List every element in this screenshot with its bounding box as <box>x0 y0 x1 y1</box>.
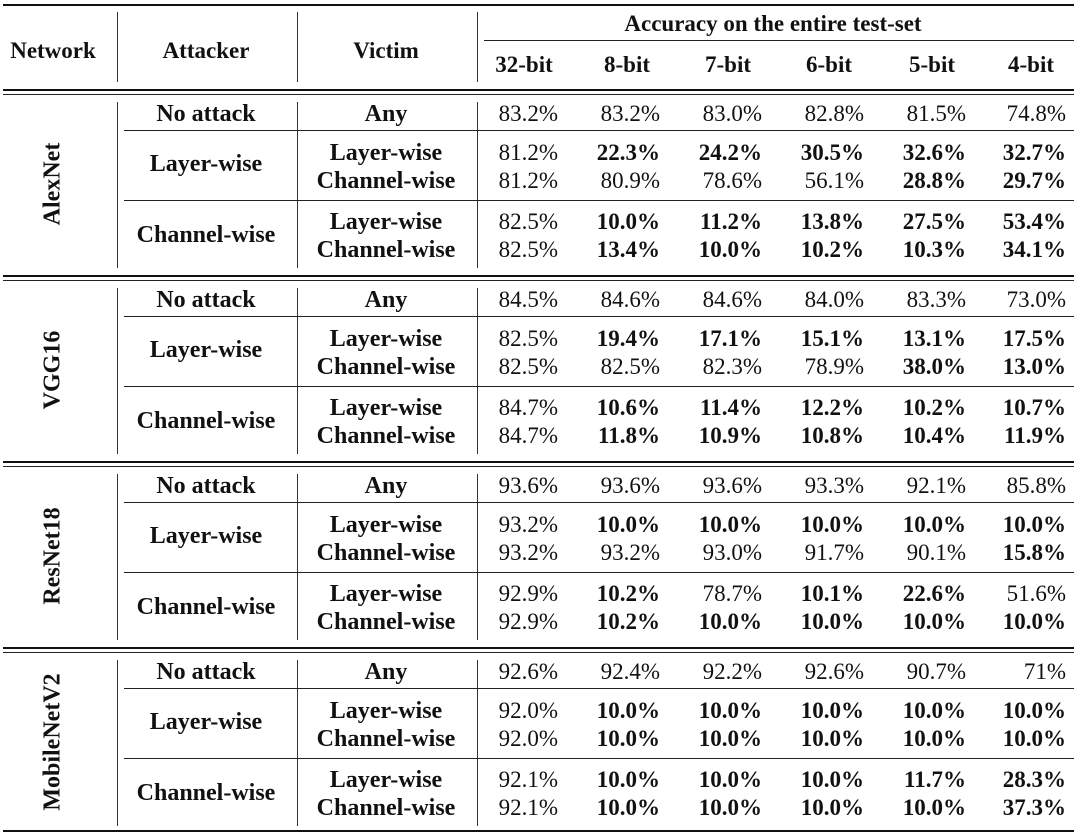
accuracy-cell: 10.0% <box>902 795 966 820</box>
attacker-label: No attack <box>156 287 256 313</box>
network-label: AlexNet <box>39 142 66 226</box>
accuracy-cell: 10.0% <box>698 767 762 792</box>
column-separator <box>477 102 478 268</box>
accuracy-cell: 22.3% <box>596 140 660 165</box>
header-bit-7-bit: 7-bit <box>705 52 751 77</box>
header-rule <box>3 89 1074 91</box>
accuracy-cell: 84.0% <box>804 287 864 312</box>
accuracy-cell: 82.5% <box>498 326 558 351</box>
accuracy-cell: 30.5% <box>800 140 864 165</box>
accuracy-cell: 78.9% <box>804 354 864 379</box>
attacker-label: Layer-wise <box>149 337 263 363</box>
accuracy-cell: 92.1% <box>498 795 558 820</box>
accuracy-cell: 93.0% <box>702 540 762 565</box>
attacker-label: Channel-wise <box>136 222 276 248</box>
group-rule <box>124 572 1074 573</box>
accuracy-cell: 92.1% <box>906 473 966 498</box>
accuracy-cell: 34.1% <box>1002 237 1066 262</box>
block-rule-2 <box>3 280 1074 281</box>
accuracy-cell: 10.0% <box>800 795 864 820</box>
column-separator <box>477 474 478 640</box>
accuracy-cell: 32.6% <box>902 140 966 165</box>
accuracy-cell: 92.4% <box>600 659 660 684</box>
accuracy-subrule <box>484 40 1074 41</box>
accuracy-cell: 10.6% <box>596 395 660 420</box>
accuracy-cell: 83.0% <box>702 101 762 126</box>
accuracy-cell: 92.6% <box>804 659 864 684</box>
accuracy-cell: 81.5% <box>906 101 966 126</box>
victim-label: Channel-wise <box>316 237 456 263</box>
accuracy-cell: 11.9% <box>1004 423 1066 448</box>
accuracy-cell: 17.1% <box>698 326 762 351</box>
accuracy-cell: 29.7% <box>1002 168 1066 193</box>
column-separator <box>117 474 118 640</box>
column-separator <box>297 660 298 826</box>
accuracy-cell: 15.1% <box>800 326 864 351</box>
victim-label: Channel-wise <box>316 540 456 566</box>
attacker-label: No attack <box>156 473 256 499</box>
victim-label: Layer-wise <box>329 767 443 793</box>
accuracy-cell: 56.1% <box>804 168 864 193</box>
header-attacker: Attacker <box>162 38 250 63</box>
accuracy-cell: 13.4% <box>596 237 660 262</box>
accuracy-cell: 81.2% <box>498 140 558 165</box>
bottom-rule <box>3 830 1074 832</box>
accuracy-cell: 93.6% <box>498 473 558 498</box>
victim-label: Any <box>364 659 408 685</box>
victim-label: Channel-wise <box>316 423 456 449</box>
accuracy-cell: 10.4% <box>902 423 966 448</box>
accuracy-cell: 10.8% <box>800 423 864 448</box>
accuracy-cell: 10.0% <box>596 767 660 792</box>
accuracy-cell: 53.4% <box>1002 209 1066 234</box>
accuracy-cell: 10.0% <box>800 767 864 792</box>
header-bit-6-bit: 6-bit <box>806 52 852 77</box>
accuracy-cell: 17.5% <box>1002 326 1066 351</box>
victim-label: Layer-wise <box>329 326 443 352</box>
accuracy-cell: 10.0% <box>698 609 762 634</box>
accuracy-cell: 10.0% <box>902 512 966 537</box>
accuracy-cell: 90.1% <box>906 540 966 565</box>
column-separator <box>117 660 118 826</box>
accuracy-cell: 10.0% <box>800 609 864 634</box>
header-network: Network <box>10 38 96 63</box>
accuracy-cell: 11.7% <box>904 767 966 792</box>
network-label: MobileNetV2 <box>39 673 66 811</box>
accuracy-cell: 93.3% <box>804 473 864 498</box>
attacker-label: Channel-wise <box>136 594 276 620</box>
accuracy-cell: 10.0% <box>1002 726 1066 751</box>
accuracy-cell: 80.9% <box>600 168 660 193</box>
accuracy-cell: 92.9% <box>498 581 558 606</box>
attacker-label: No attack <box>156 101 256 127</box>
victim-label: Any <box>364 101 408 127</box>
accuracy-cell: 51.6% <box>1006 581 1066 606</box>
header-bit-32-bit: 32-bit <box>495 52 553 77</box>
accuracy-cell: 10.0% <box>1002 512 1066 537</box>
victim-label: Layer-wise <box>329 140 443 166</box>
accuracy-cell: 10.3% <box>902 237 966 262</box>
network-label: ResNet18 <box>39 507 66 605</box>
accuracy-cell: 83.2% <box>600 101 660 126</box>
accuracy-cell: 10.0% <box>902 609 966 634</box>
accuracy-cell: 13.0% <box>1002 354 1066 379</box>
accuracy-cell: 10.2% <box>902 395 966 420</box>
accuracy-cell: 10.2% <box>800 237 864 262</box>
accuracy-cell: 10.2% <box>596 581 660 606</box>
accuracy-cell: 10.0% <box>596 512 660 537</box>
accuracy-cell: 78.7% <box>702 581 762 606</box>
column-separator <box>477 288 478 454</box>
accuracy-cell: 10.0% <box>1002 609 1066 634</box>
accuracy-cell: 24.2% <box>698 140 762 165</box>
column-separator <box>117 288 118 454</box>
accuracy-cell: 10.0% <box>902 698 966 723</box>
accuracy-cell: 85.8% <box>1006 473 1066 498</box>
block-rule <box>3 647 1074 649</box>
victim-label: Channel-wise <box>316 726 456 752</box>
accuracy-cell: 83.3% <box>906 287 966 312</box>
victim-label: Channel-wise <box>316 795 456 821</box>
accuracy-cell: 71% <box>1023 659 1066 684</box>
accuracy-cell: 84.6% <box>702 287 762 312</box>
accuracy-cell: 83.2% <box>498 101 558 126</box>
accuracy-cell: 10.0% <box>698 237 762 262</box>
accuracy-cell: 91.7% <box>804 540 864 565</box>
attacker-label: Layer-wise <box>149 523 263 549</box>
accuracy-cell: 82.5% <box>498 237 558 262</box>
victim-label: Any <box>364 473 408 499</box>
accuracy-cell: 90.7% <box>906 659 966 684</box>
victim-label: Channel-wise <box>316 168 456 194</box>
accuracy-cell: 92.9% <box>498 609 558 634</box>
accuracy-cell: 38.0% <box>902 354 966 379</box>
victim-label: Channel-wise <box>316 354 456 380</box>
group-rule <box>124 688 1074 689</box>
header-rule-2 <box>3 94 1074 95</box>
group-rule <box>124 200 1074 201</box>
network-label: VGG16 <box>39 330 66 410</box>
column-separator <box>477 660 478 826</box>
top-rule <box>3 4 1074 6</box>
group-rule <box>124 316 1074 317</box>
accuracy-cell: 82.5% <box>498 354 558 379</box>
accuracy-cell: 92.0% <box>498 698 558 723</box>
accuracy-cell: 92.1% <box>498 767 558 792</box>
accuracy-cell: 10.0% <box>596 726 660 751</box>
accuracy-cell: 10.0% <box>596 795 660 820</box>
accuracy-cell: 92.2% <box>702 659 762 684</box>
accuracy-cell: 10.0% <box>800 698 864 723</box>
accuracy-cell: 10.0% <box>800 726 864 751</box>
column-separator <box>117 102 118 268</box>
accuracy-cell: 13.1% <box>902 326 966 351</box>
header-bit-8-bit: 8-bit <box>604 52 650 77</box>
column-separator <box>477 12 478 82</box>
attacker-label: No attack <box>156 659 256 685</box>
victim-label: Layer-wise <box>329 512 443 538</box>
accuracy-cell: 10.0% <box>698 512 762 537</box>
accuracy-cell: 82.5% <box>600 354 660 379</box>
accuracy-cell: 32.7% <box>1002 140 1066 165</box>
group-rule <box>124 130 1074 131</box>
accuracy-cell: 93.6% <box>702 473 762 498</box>
accuracy-cell: 11.4% <box>700 395 762 420</box>
block-rule-2 <box>3 652 1074 653</box>
accuracy-cell: 10.2% <box>596 609 660 634</box>
accuracy-cell: 74.8% <box>1006 101 1066 126</box>
attacker-label: Channel-wise <box>136 780 276 806</box>
accuracy-cell: 92.0% <box>498 726 558 751</box>
accuracy-cell: 10.1% <box>800 581 864 606</box>
header-accuracy-title: Accuracy on the entire test-set <box>624 11 922 36</box>
accuracy-cell: 12.2% <box>800 395 864 420</box>
attacker-label: Channel-wise <box>136 408 276 434</box>
accuracy-cell: 10.0% <box>1002 698 1066 723</box>
accuracy-cell: 28.3% <box>1002 767 1066 792</box>
accuracy-cell: 84.6% <box>600 287 660 312</box>
accuracy-cell: 81.2% <box>498 168 558 193</box>
accuracy-cell: 92.6% <box>498 659 558 684</box>
victim-label: Any <box>364 287 408 313</box>
block-rule-2 <box>3 466 1074 467</box>
accuracy-cell: 93.2% <box>498 540 558 565</box>
accuracy-cell: 15.8% <box>1002 540 1066 565</box>
accuracy-cell: 37.3% <box>1002 795 1066 820</box>
accuracy-cell: 84.7% <box>498 395 558 420</box>
attacker-label: Layer-wise <box>149 709 263 735</box>
accuracy-cell: 84.5% <box>498 287 558 312</box>
victim-label: Layer-wise <box>329 698 443 724</box>
accuracy-cell: 11.8% <box>598 423 660 448</box>
group-rule <box>124 386 1074 387</box>
column-separator <box>297 288 298 454</box>
column-separator <box>117 12 118 82</box>
accuracy-cell: 10.0% <box>596 209 660 234</box>
group-rule <box>124 758 1074 759</box>
header-bit-5-bit: 5-bit <box>909 52 955 77</box>
column-separator <box>297 102 298 268</box>
column-separator <box>297 12 298 82</box>
header-victim: Victim <box>353 38 419 63</box>
accuracy-cell: 10.0% <box>698 795 762 820</box>
accuracy-cell: 10.9% <box>698 423 762 448</box>
victim-label: Layer-wise <box>329 209 443 235</box>
accuracy-cell: 73.0% <box>1006 287 1066 312</box>
accuracy-cell: 13.8% <box>800 209 864 234</box>
column-separator <box>297 474 298 640</box>
accuracy-cell: 93.6% <box>600 473 660 498</box>
accuracy-cell: 78.6% <box>702 168 762 193</box>
accuracy-cell: 82.3% <box>702 354 762 379</box>
victim-label: Channel-wise <box>316 609 456 635</box>
accuracy-cell: 22.6% <box>902 581 966 606</box>
accuracy-cell: 19.4% <box>596 326 660 351</box>
victim-label: Layer-wise <box>329 581 443 607</box>
accuracy-cell: 27.5% <box>902 209 966 234</box>
header-bit-4-bit: 4-bit <box>1008 52 1054 77</box>
accuracy-cell: 11.2% <box>700 209 762 234</box>
accuracy-cell: 10.7% <box>1002 395 1066 420</box>
victim-label: Layer-wise <box>329 395 443 421</box>
accuracy-cell: 10.0% <box>698 698 762 723</box>
accuracy-cell: 10.0% <box>698 726 762 751</box>
accuracy-cell: 82.8% <box>804 101 864 126</box>
accuracy-cell: 28.8% <box>902 168 966 193</box>
accuracy-cell: 93.2% <box>498 512 558 537</box>
attacker-label: Layer-wise <box>149 151 263 177</box>
group-rule <box>124 502 1074 503</box>
accuracy-cell: 93.2% <box>600 540 660 565</box>
accuracy-cell: 82.5% <box>498 209 558 234</box>
block-rule <box>3 275 1074 277</box>
accuracy-cell: 10.0% <box>596 698 660 723</box>
accuracy-cell: 84.7% <box>498 423 558 448</box>
accuracy-cell: 10.0% <box>800 512 864 537</box>
block-rule <box>3 461 1074 463</box>
accuracy-cell: 10.0% <box>902 726 966 751</box>
